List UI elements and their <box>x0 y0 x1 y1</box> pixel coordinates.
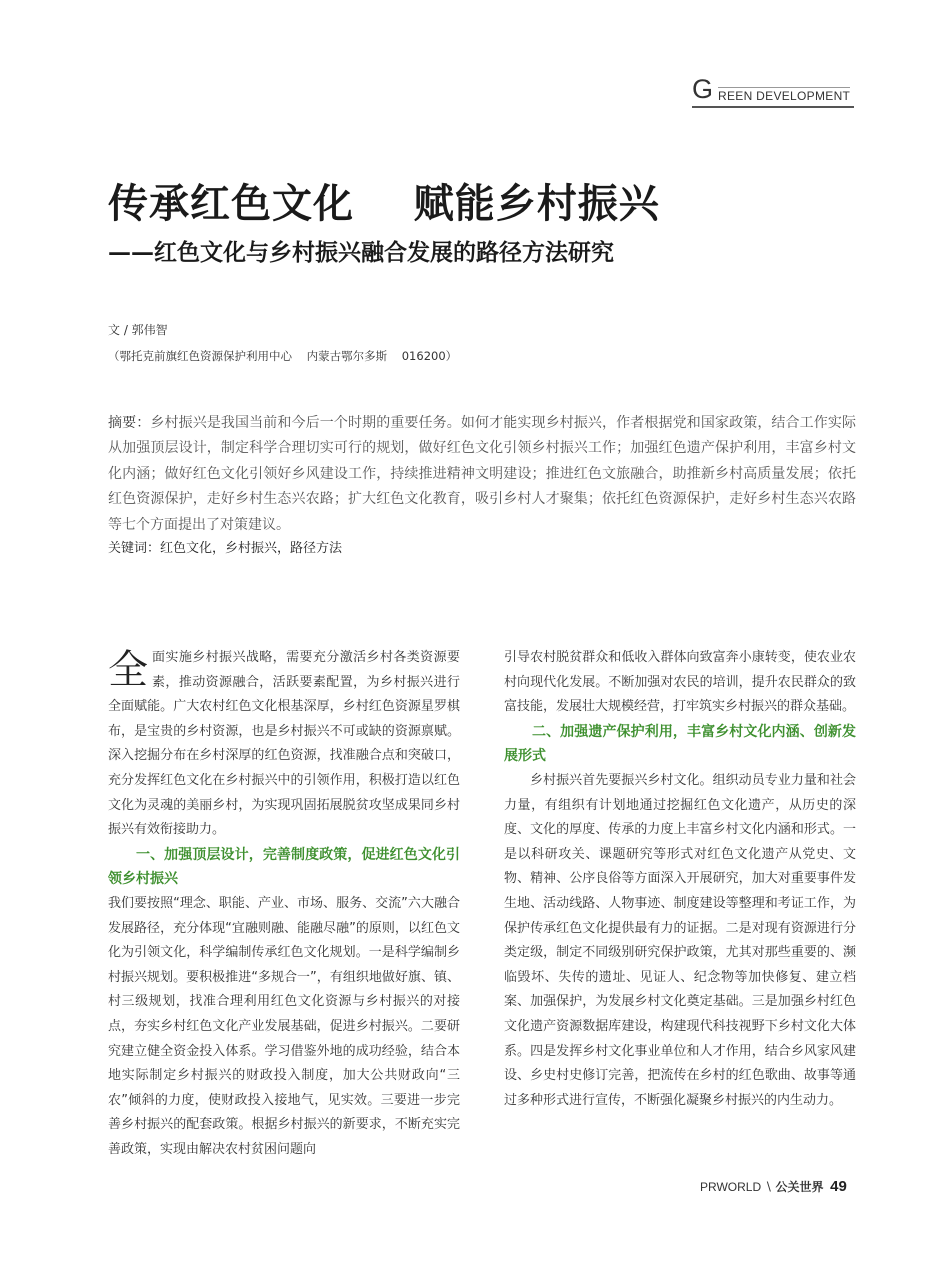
journal-section-brand <box>692 76 854 108</box>
body-column-left <box>108 646 460 1162</box>
section-heading-2: 二、加强遗产保护利用，丰富乡村文化内涵、创新发展形式 <box>504 723 856 765</box>
article-subtitle: ——红色文化与乡村振兴融合发展的路径方法研究 <box>108 239 614 266</box>
brand-initial: G <box>692 74 714 104</box>
section-1-paragraph: 我们要按照“理念、职能、产业、市场、服务、交流”六大融合发展路径，充分体现“宜融则融、能融尽融”的原则，以红色文化为引领文化，科学编制传承红色文化规划。一是科学编制乡村振兴规划。要积极推进“多规合一”，有组织地做好旗、镇、村三级规划，找准合理利用红色文化资源与乡村振兴的对接点，夯实乡村红色文化产业发展基础，促进乡村振兴。二要研究建立健全资金投入体系。学习借鉴外地的成功经验，结合本地实际制定乡村振兴的财政投入制度，加大公共财政向“三农”倾斜的力度，使财政投入接地气，见实效。三要进一步完善乡村振兴的配套政策。根据乡村振兴的新要求，不断充实完善政策，实现由解决农村贫困问题向 <box>108 895 460 1157</box>
footer-journal: PRWORLD ∖ <box>700 1180 776 1194</box>
author-affiliation: （鄂托克前旗红色资源保护利用中心 内蒙古鄂尔多斯 016200） <box>108 349 458 363</box>
continued-paragraph: 引导农村脱贫群众和低收入群体向致富奔小康转变，使农业农村向现代化发展。不断加强对农民的培训，提升农民群众的致富技能，发展壮大规模经营，打牢筑实乡村振兴的群众基础。 <box>504 650 856 715</box>
page-number: 49 <box>830 1178 847 1195</box>
abstract <box>108 411 856 538</box>
abstract-label: 摘要： <box>108 415 151 431</box>
section-heading-1: 一、加强顶层设计，完善制度政策，促进红色文化引领乡村振兴 <box>108 846 460 888</box>
article-title: 传承红色文化 赋能乡村振兴 <box>108 180 660 227</box>
article-author: 文 / 郭伟智 <box>108 323 168 337</box>
footer-magazine: 公关世界 <box>775 1180 824 1194</box>
body-column-right <box>504 646 856 1113</box>
brand-text: REEN DEVELOPMENT <box>718 89 851 103</box>
keywords: 关键词：红色文化，乡村振兴，路径方法 <box>108 541 343 556</box>
abstract-text: 乡村振兴是我国当前和今后一个时期的重要任务。如何才能实现乡村振兴，作者根据党和国家政策，结合工作实际从加强顶层设计，制定科学合理切实可行的规划，做好红色文化引领乡村振兴工作；加强红色遗产保护利用，丰富乡村文化内涵；做好红色文化引领好乡风建设工作，持续推进精神文明建设；推进红色文旅融合，助推新乡村高质量发展；依托红色资源保护，走好乡村生态兴农路；扩大红色文化教育，吸引乡村人才聚集；依托红色资源保护，走好乡村生态兴农路等七个方面提出了对策建议。 <box>108 415 857 533</box>
page-footer <box>700 1178 847 1195</box>
intro-text: 面实施乡村振兴战略，需要充分激活乡村各类资源要素，推动资源融合，活跃要素配置，为乡村振兴进行全面赋能。广大农村红色文化根基深厚，乡村红色资源星罗棋布，是宝贵的乡村资源，也是乡村振兴不可或缺的资源禀赋。深入挖掘分布在乡村深厚的红色资源，找准融合点和突破口，充分发挥红色文化在乡村振兴中的引领作用，积极打造以红色文化为灵魂的美丽乡村，为实现巩固拓展脱贫攻坚成果同乡村振兴有效衔接助力。 <box>108 650 460 838</box>
intro-paragraph <box>108 646 460 843</box>
section-2-paragraph: 乡村振兴首先要振兴乡村文化。组织动员专业力量和社会力量，有组织有计划地通过挖掘红色文化遗产，从历史的深度、文化的厚度、传承的力度上丰富乡村文化内涵和形式。一是以科研攻关、课题研究等形式对红色文化遗产从党史、文物、精神、公序良俗等方面深入开展研究，加大对重要事件发生地、活动线路、人物事迹、制度建设等整理和考证工作，为保护传承红色文化提供最有力的证据。二是对现有资源进行分类定级，制定不同级别研究保护政策，尤其对那些重要的、濒临毁坏、失传的遗址、见证人、纪念物等加快修复、建立档案、加强保护，为发展乡村文化奠定基础。三是加强乡村红色文化遗产资源数据库建设，构建现代科技视野下乡村文化大体系。四是发挥乡村文化事业单位和人才作用，结合乡风家风建设、乡史村史修订完善，把流传在乡村的红色歌曲、故事等通过多种形式进行宣传，不断强化凝聚乡村振兴的内生动力。 <box>504 772 856 1108</box>
drop-cap: 全 <box>108 647 148 693</box>
